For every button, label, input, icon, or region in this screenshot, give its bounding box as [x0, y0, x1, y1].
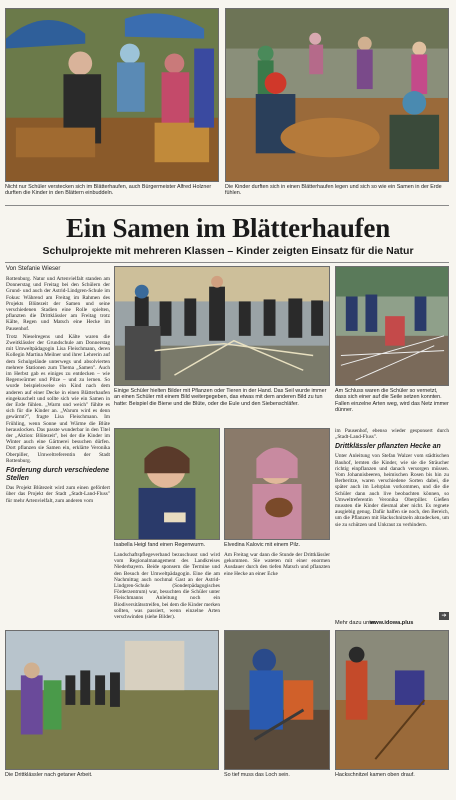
article-para-col4: im Pausenhof, ebenso wieder gesponsert durch „Stadt-Land-Fluss".	[335, 428, 449, 441]
subhead-foerderung: Förderung durch verschiedene Stellen	[6, 467, 110, 483]
bottom-right-caption: Hackschnitzel kamen oben drauf.	[335, 772, 415, 778]
photo-digging-hole	[224, 630, 330, 770]
isabella-caption: Isabella Heigl fand einen Regenwurm.	[114, 542, 206, 548]
elvedina-caption: Elvedina Kalovic mit einem Pilz.	[224, 542, 301, 548]
article-para-2: Trotz Nieselregens und Kälte waren die Zweitklässler der Grundschule am Donnerstag mit Umweltpädagogin Lisa Fleischmann, deren Kollegin Martina Meilner und ihrer Lehrerin auf dem Schulgelände unterwegs und absolvierten mehrere Stationen zum Thema „Samen". Auch im Herbst gab es einiges zu entdecken – wie Regenwürmer und Pilze – und zu lernen. So wurde beispielsweise ein Kind nach dem anderen auf einer Decke in einen Blätterhaufen eingekuschelt und sollte sich wie ein Samen in der Erde fühlen. „Warm und weich" fühlte es sich für die Kinder an. „Warum wird es denn gewärmt?", fragte Lisa Fleischmann. Im Frühling, wenn Sonne und Wärme die Blüte herauslocken. Das passte wunderbar in den Titel der „Aktion: Blütezeit", bei der die Kinder im Winter auch eine Gärtnerei besuchen dürfen. Dort pflanzen sie Samen ein, erklärte Veronika Oberpiller, Umweltreferentin der Stadt Rottenburg.	[6, 333, 110, 464]
article-column-4	[335, 428, 449, 620]
article-column-3: Am Freitag war dann die Stunde der Drittklässler gekommen. Sie wateten mit einer enormen Ausdauer durch den tiefen Matsch und pflanzten eine Hecke an einer Ecke	[224, 552, 330, 577]
top-left-caption: Nicht nur Schüler verstecken sich im Blätterhaufen, auch Bürgermeister Alfred Holzner durften die Kinder in den Blättern einbuddeln.	[5, 184, 212, 197]
article-column-2: Landschaftspflegeverband bezuschusst und wird vom Regionalmanagement des Landkreises Niederbayern. Beide sponsern die Termine und den Besuch der Umweltpädagogin. Eine die am Nachmittag auch nochmal Gast an der Astrid-Lindgren-Schule (Sonderpädagogisches Förderzentrum) war, besuchten die Schüler unter Fleischmanns Anleitung noch ein Biodiversitätsstreifen, bei dem die Kinder merken sollten, was passiert, wenn einzelne Arten verschwinden (siehe Bilder).	[114, 552, 220, 621]
mid-wide-caption: Einige Schüler hielten Bilder mit Pflanzen oder Tieren in der Hand. Das Seil wurde immer an einen Schüler mit einem Bild weitergegeben, das etwas mit dem anderen Bild zu tun hatte: Beispiel die Biene und die Blüte, oder die Eule und den Siebenschläfer.	[114, 388, 327, 407]
article-para-1: Rottenburg. Natur und Artenvielfalt standen am Donnerstag und Freitag bei den Schülern der Grund- und auch der Astrid-Lindgren-Schule im Fokus: Während am Freitag im Rahmen des Projekts Blütezeit der Samen und seine verschiedenen Stadien eine Rolle spielten, pflanzten die Drittklässler am Freitag trotz Kälte, Regen und Matsch eine Hecke im Pausenhof.	[6, 276, 110, 332]
more-arrow-icon: ➔	[439, 612, 449, 620]
idowa-link[interactable]: www.idowa.plus	[370, 620, 414, 626]
photo-network-final	[335, 266, 449, 386]
headline-rule-top	[5, 205, 449, 206]
bottom-left-caption: Die Drittklässler nach getaner Arbeit.	[5, 772, 93, 778]
more-label: Mehr dazu unter	[335, 620, 376, 626]
article-para-col4-body: Unter Anleitung von Stefan Walzer vom städtischen Bauhof, lernten die Kinder, wie sie die Sträucher richtig einpflanzen und danach versorgen müssen. Vom Johannisbeeren, heimischen Rosen bis hin zu Berberitze, waren verschiedene Sorten dabei, die später auch im Lehrplan vorkommen, und die die Schüler dann auch live beobachten können, so Umweltreferentin Veronika Oberpiller. Gießen mussten die Kinder diesmal aber nicht. Es regnete ausgiebig genug. Dafür halfen sie noch, den Bereich, um die Pflanzen mit Hackschnitzeln abzudecken, um sie zu schützen und Unkraut zu verhindern.	[335, 453, 449, 528]
photo-wood-chips	[335, 630, 449, 770]
photo-isabella-worm	[114, 428, 220, 540]
headline-rule-bottom	[5, 262, 449, 263]
top-right-caption: Die Kinder durften sich in einen Blätterhaufen legen und sich so wie ein Samen in der Erde fühlen.	[225, 184, 442, 197]
headline: Ein Samen im Blätterhaufen	[65, 213, 391, 243]
photo-class-after-work	[5, 630, 219, 770]
article-para-3: Das Projekt Blütezeit wird zum einen gefördert über das Projekt der Stadt „Stadt-Land-Fluss" für mehr Artenvielfalt, zum anderen vom	[6, 485, 110, 504]
mid-right-caption: Am Schluss waren die Schüler so vernetzt, dass sich einer auf die Seile setzen konnten. Fallen einzelne Arten weg, wird das Netz immer dünner.	[335, 388, 449, 414]
photo-child-in-leaves	[225, 8, 449, 182]
article-column-1	[6, 276, 110, 626]
photo-children-umbrellas	[5, 8, 219, 182]
subhead-hecke: Drittklässler pflanzten Hecke an	[335, 443, 441, 451]
bottom-mid-caption: So tief muss das Loch sein.	[224, 772, 290, 778]
photo-network-rope	[114, 266, 330, 386]
byline: Von Stefanie Wieser	[6, 266, 61, 272]
photo-elvedina-mushroom	[224, 428, 330, 540]
subheadline: Schulprojekte mit mehreren Klassen – Kinder zeigten Einsatz für die Natur	[42, 245, 414, 257]
